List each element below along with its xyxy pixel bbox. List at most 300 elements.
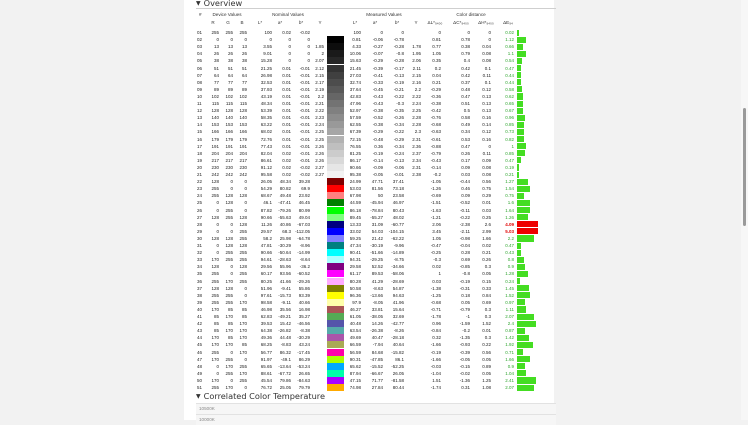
delta-e-bar	[517, 79, 521, 85]
cell-a: 68.3	[282, 228, 291, 234]
color-swatch	[327, 313, 344, 320]
cct-item[interactable]: 10000K	[196, 414, 556, 425]
cell-delta-c: -0.44	[459, 179, 470, 185]
cell-l: 87.82	[260, 207, 272, 213]
cell-l: 51.96	[260, 285, 272, 291]
cell-r: 85	[213, 314, 219, 319]
cell-num: 50	[197, 377, 203, 383]
cct-item[interactable]: 10500K	[196, 403, 556, 414]
cell-measured-a: 81.56	[371, 186, 383, 192]
cell-r: 153	[211, 122, 219, 128]
cell-g: 0	[230, 228, 233, 234]
cell-l: 26.05	[260, 179, 272, 185]
color-swatch	[327, 50, 344, 57]
scrollbar-thumb[interactable]	[743, 108, 746, 226]
cell-a: -28.63	[278, 257, 291, 263]
cell-measured-a: -55.27	[370, 214, 383, 220]
cell-delta-e: 2.07	[505, 314, 514, 319]
cell-a: -79.26	[278, 207, 291, 213]
cell-l: 46.1	[263, 200, 272, 206]
cell-measured-y: 2.28	[412, 115, 421, 121]
cell-measured-a: -13.66	[370, 292, 383, 298]
cell-measured-l: 40.48	[349, 321, 361, 327]
cell-b: 170	[239, 349, 247, 355]
cell-num: 16	[197, 136, 203, 142]
delta-e-bar	[517, 214, 528, 220]
cell-r: 255	[211, 278, 219, 284]
cell-measured-b: 94.63	[392, 292, 404, 298]
cell-delta-e: 0.02	[505, 30, 514, 35]
cell-measured-l: 56.59	[349, 349, 361, 355]
cell-delta-e: 1.27	[505, 179, 514, 185]
cell-a: 0.01	[282, 86, 291, 92]
cell-delta-c: -0.8	[462, 271, 470, 277]
cell-b: 128	[239, 264, 247, 270]
cell-r: 170	[211, 377, 219, 383]
cell-l: 60.17	[260, 271, 272, 277]
cell-measured-l: 67.39	[349, 129, 361, 135]
cell-measured-a: -0.29	[372, 129, 383, 135]
cell-b-star: -0.02	[299, 30, 310, 35]
cell-measured-l: 29.58	[349, 264, 361, 270]
cell-measured-a: -0.41	[372, 72, 383, 78]
cell-delta-c: -0.98	[459, 235, 470, 241]
delta-e-bar	[517, 257, 524, 263]
cell-delta-l: 2.06	[432, 221, 441, 227]
cell-r: 128	[211, 235, 219, 241]
cell-delta-l: 1	[438, 271, 441, 277]
cell-measured-l: 50.58	[349, 285, 361, 291]
cell-r: 255	[211, 385, 219, 390]
cell-g: 85	[227, 321, 233, 327]
color-swatch	[327, 107, 344, 114]
cell-num: 19	[197, 157, 203, 163]
cell-measured-l: 90.31	[349, 356, 361, 362]
cell-y: 2.19	[315, 86, 324, 92]
cell-l: 9.01	[263, 51, 272, 57]
color-swatch	[327, 114, 344, 121]
cell-measured-b: 37.41	[392, 179, 404, 185]
cell-a: 80.82	[279, 186, 291, 192]
cell-delta-l: -0.03	[430, 363, 441, 369]
device-values-header: Device Values	[212, 12, 242, 17]
cell-measured-l: 87.94	[349, 370, 361, 376]
cell-delta-h: 0.3	[484, 264, 491, 270]
col-measured-l: L*	[352, 20, 358, 25]
cell-a: 0.02	[282, 30, 291, 35]
cell-measured-l: 37.64	[349, 86, 361, 92]
cell-measured-b: -0.78	[393, 37, 404, 43]
cell-measured-l: 57.59	[349, 115, 361, 121]
cell-b-star: -0.01	[299, 79, 310, 85]
cell-g: 102	[225, 93, 233, 99]
cell-b: 128	[239, 221, 247, 227]
cell-g: 242	[225, 172, 233, 177]
cell-delta-l: -1.38	[430, 285, 441, 291]
cell-a: 93.56	[279, 271, 291, 277]
color-swatch	[327, 349, 344, 356]
cell-measured-b: 80.43	[392, 207, 404, 213]
cell-delta-c: 0.48	[461, 86, 470, 92]
cell-num: 49	[197, 370, 203, 376]
cell-delta-l: -1.51	[430, 200, 441, 206]
cell-measured-l: 61.17	[349, 271, 361, 277]
cell-r: 230	[211, 164, 219, 170]
cell-delta-l: 1.05	[432, 235, 441, 241]
cell-delta-h: 0.02	[482, 243, 491, 248]
cell-b-star: -0.01	[299, 72, 310, 78]
cell-delta-h: 0.1	[484, 65, 491, 71]
cell-measured-y: 2.24	[412, 101, 421, 106]
cell-delta-c: -0.22	[459, 214, 470, 220]
cell-delta-e: 1.64	[505, 207, 514, 213]
cell-delta-l: -0.71	[430, 306, 441, 312]
cell-measured-l: 52.97	[349, 108, 361, 114]
cell-b: 89	[241, 86, 247, 92]
delta-e-bar	[517, 179, 528, 185]
cell-b-star: -0.01	[299, 101, 310, 106]
cell-delta-h: 0.84	[482, 292, 491, 298]
cell-g: 0	[230, 221, 233, 227]
cell-delta-c: 0.31	[461, 385, 470, 390]
cell-measured-a: -8.63	[372, 285, 383, 291]
color-swatch	[327, 292, 344, 299]
delta-e-bar	[517, 349, 523, 355]
cell-delta-l: -0.38	[430, 101, 441, 106]
cell-num: 22	[197, 179, 203, 185]
cell-measured-y: 2.15	[412, 72, 421, 78]
cell-measured-b: -0.19	[393, 79, 404, 85]
cell-measured-b: -0.24	[393, 150, 404, 156]
color-swatch	[327, 285, 344, 292]
color-swatch	[327, 128, 344, 135]
cell-b: 13	[241, 44, 247, 50]
cell-g: 179	[225, 136, 233, 142]
cell-g: 204	[225, 150, 233, 156]
cell-g: 85	[227, 335, 233, 341]
cell-b-star: -0.01	[299, 129, 310, 135]
cell-b-star: -8.96	[299, 243, 310, 248]
cell-b: 0	[244, 200, 247, 206]
cell-delta-e: 0.44	[505, 72, 514, 78]
cell-measured-l: 80.28	[349, 278, 361, 284]
cell-measured-b: -0.06	[393, 164, 404, 170]
color-swatch	[327, 72, 344, 79]
cell-y: 2.27	[315, 172, 324, 177]
cell-g: 128	[225, 235, 233, 241]
cell-delta-e: 1.42	[505, 335, 514, 341]
cell-measured-a: 54.03	[371, 228, 383, 234]
cell-measured-l: 96.36	[349, 292, 361, 298]
cell-b: 64	[241, 72, 247, 78]
color-swatch	[327, 327, 344, 334]
cell-a: 55.96	[279, 264, 291, 270]
cell-measured-b: -52.25	[391, 363, 404, 369]
cell-y: 2.25	[315, 136, 324, 142]
cell-b: 85	[241, 306, 247, 312]
cell-delta-h: 2.6	[484, 221, 491, 227]
cell-delta-h: 0.01	[482, 200, 491, 206]
cell-delta-e: 1.52	[505, 292, 514, 298]
cell-delta-c: 0.58	[461, 115, 470, 121]
cell-l: 11.26	[261, 221, 272, 227]
cell-delta-e: 1.12	[505, 37, 514, 43]
cell-delta-l: 0.02	[432, 264, 441, 270]
cell-a: 0.02	[282, 150, 291, 156]
cell-delta-l: 0.2	[434, 65, 441, 71]
cell-delta-e: 1.54	[505, 186, 514, 192]
cell-delta-l: 0	[438, 30, 441, 35]
cell-g: 255	[225, 250, 233, 256]
cell-l: 86.61	[260, 157, 272, 163]
cell-delta-l: -0.42	[430, 108, 441, 114]
cell-l: 21.25	[260, 65, 272, 71]
cell-a: -47.41	[278, 200, 291, 206]
cell-delta-l: 0.32	[432, 335, 441, 341]
cell-num: 31	[197, 243, 203, 248]
cell-b: 153	[239, 122, 247, 128]
color-swatch	[327, 228, 344, 235]
cell-delta-l: -0.69	[430, 193, 441, 199]
cell-measured-l: 74.98	[349, 385, 361, 390]
cell-a: -9.11	[281, 299, 291, 305]
cell-measured-a: -0.09	[372, 164, 383, 170]
cell-a: 35.56	[279, 306, 291, 312]
cell-num: 41	[197, 314, 203, 319]
cell-delta-l: -1.66	[430, 342, 441, 348]
cell-y: 2.25	[315, 129, 324, 135]
delta-e-bar	[517, 193, 524, 199]
cell-measured-l: 90.41	[349, 250, 361, 256]
color-swatch	[327, 171, 344, 178]
delta-e-bar	[517, 86, 522, 92]
cell-measured-a: 84.68	[371, 349, 383, 355]
cell-a: -26.82	[278, 328, 291, 334]
cell-measured-a: -0.27	[372, 44, 383, 50]
cell-measured-l: 21.45	[349, 65, 361, 71]
cell-r: 0	[216, 37, 219, 43]
overview-section-header[interactable]: ▼ Overview	[196, 0, 243, 8]
cell-l: 64.38	[260, 328, 272, 334]
cell-delta-l: -1.25	[430, 292, 441, 298]
cell-measured-b: -0.22	[393, 93, 404, 99]
cell-b: 230	[239, 164, 247, 170]
cell-delta-l: -1.21	[430, 214, 441, 220]
cell-a: 0.02	[282, 157, 291, 163]
cell-delta-c: -0.52	[459, 200, 470, 206]
cell-l: 46.98	[260, 306, 272, 312]
color-swatch	[327, 43, 344, 50]
cell-delta-c: -0.79	[459, 306, 470, 312]
cell-delta-c: -0.93	[459, 342, 470, 348]
cell-b: 0	[244, 179, 247, 185]
cell-g: 255	[225, 299, 233, 305]
cell-delta-c: 0.49	[461, 122, 470, 128]
cell-num: 46	[197, 349, 203, 355]
cell-y: 2.15	[315, 72, 324, 78]
cell-measured-y: 2.2	[414, 86, 421, 92]
cell-b: 102	[239, 93, 247, 99]
scrollbar[interactable]	[741, 0, 748, 420]
cell-delta-l: -0.63	[430, 129, 441, 135]
cell-a: 0.01	[282, 72, 291, 78]
cell-delta-h: 0.11	[482, 150, 491, 156]
cell-delta-e: 0.96	[505, 115, 514, 121]
cell-measured-l: 44.59	[349, 200, 361, 206]
cell-l: 62.83	[260, 314, 272, 319]
cell-l: 98.58	[260, 299, 272, 305]
cell-measured-y: 2.25	[412, 108, 421, 114]
cell-delta-h: 0.05	[482, 271, 491, 277]
cell-b-star: 0	[307, 44, 310, 50]
cell-b-star: 26.65	[298, 370, 310, 376]
cell-delta-l: -0.43	[430, 157, 441, 163]
cell-a: 25.98	[279, 235, 291, 241]
cell-b-star: -0.01	[299, 93, 310, 99]
cell-b-star: -46.56	[297, 321, 310, 327]
cell-delta-h: 0.12	[482, 129, 491, 135]
cell-b: 0	[244, 207, 247, 213]
cell-b-star: -60.52	[297, 271, 310, 277]
cell-measured-b: 32.69	[392, 314, 404, 319]
cell-measured-a: -0.06	[372, 37, 383, 43]
cell-delta-h: 1.25	[482, 377, 491, 383]
cell-delta-e: 0.85	[505, 150, 514, 156]
col-measured-a: a*	[372, 20, 378, 25]
color-swatch	[327, 214, 344, 221]
color-swatch	[327, 278, 344, 285]
color-swatch	[327, 157, 344, 164]
cell-num: 11	[197, 101, 202, 106]
col-delta-h: ΔH*₉₄₀₀	[478, 20, 494, 25]
cell-delta-e: 1.66	[505, 356, 514, 362]
cell-g: 255	[225, 292, 233, 298]
cell-b: 255	[239, 278, 247, 284]
cell-l: 0	[269, 37, 272, 43]
color-swatch	[327, 249, 344, 256]
cell-delta-e: 0.44	[505, 79, 514, 85]
color-swatch	[327, 334, 344, 341]
cell-b-star: -29.26	[297, 278, 310, 284]
delta-e-bar	[517, 122, 524, 128]
cell-b: 85	[241, 314, 247, 319]
cell-delta-c: 0.47	[461, 143, 470, 149]
cell-l: 65.65	[260, 363, 272, 369]
cell-b-star: 39.28	[298, 179, 310, 185]
cell-delta-h: 0.26	[482, 257, 491, 263]
cell-a: 0.02	[282, 172, 291, 177]
cell-delta-e: 0.85	[505, 122, 514, 128]
cell-b: 77	[241, 79, 247, 85]
cell-delta-c: 0.69	[461, 257, 470, 263]
cell-l: 37.93	[260, 86, 272, 92]
cell-delta-e: 0.75	[505, 193, 514, 199]
cell-y: 2.22	[315, 108, 324, 114]
col-delta-e: ΔE₉₄	[503, 20, 513, 25]
cell-g: 38	[227, 58, 233, 64]
cell-num: 34	[197, 264, 203, 270]
color-swatch	[327, 143, 344, 150]
cell-b-star: 79.79	[298, 385, 310, 390]
cell-delta-l: -0.14	[430, 164, 441, 170]
cell-delta-e: 2.4	[507, 321, 514, 327]
cell-b: 0	[244, 292, 247, 298]
cell-r: 13	[213, 44, 219, 50]
cell-measured-b: -28.69	[391, 278, 404, 284]
cell-measured-l: 67.98	[349, 193, 361, 199]
cell-r: 255	[211, 349, 219, 355]
cell-delta-h: 1.52	[482, 321, 491, 327]
cell-delta-h: 0.3	[484, 314, 491, 319]
cell-delta-e: 0.73	[505, 129, 514, 135]
col-a: a*	[277, 20, 283, 25]
cct-section-header[interactable]: ▼ Correlated Color Temperature	[196, 391, 325, 401]
cell-r: 204	[211, 150, 219, 156]
cell-measured-a: -30.19	[370, 243, 383, 248]
cell-measured-y: 2.22	[412, 93, 421, 99]
chevron-down-icon: ▼	[196, 393, 201, 400]
cell-measured-l: 47.34	[349, 243, 361, 248]
cell-delta-h: 0.75	[482, 186, 491, 192]
cell-a: -30.29	[278, 243, 291, 248]
delta-e-bar	[517, 264, 525, 270]
cell-measured-l: 15.63	[349, 58, 361, 64]
cell-r: 128	[211, 108, 219, 114]
cell-delta-l: 3.45	[432, 228, 441, 234]
cell-r: 85	[213, 321, 219, 327]
cell-delta-c: 0.42	[461, 72, 470, 78]
cell-g: 230	[225, 164, 233, 170]
cell-a: 0	[288, 44, 291, 50]
cell-delta-l: -1.78	[430, 314, 441, 319]
delta-e-bar	[517, 363, 525, 369]
cell-b-star: -8.38	[299, 328, 310, 334]
cell-y: 2.26	[315, 157, 324, 163]
cell-r: 217	[211, 157, 219, 163]
cell-l: 48.34	[260, 101, 272, 106]
cell-r: 191	[211, 143, 219, 149]
cell-measured-a: 14.26	[371, 321, 383, 327]
cell-g: 77	[227, 79, 233, 85]
delta-e-bar	[517, 321, 536, 327]
cell-measured-y: 1.78	[412, 44, 421, 50]
cell-delta-c: -0.04	[459, 243, 470, 248]
cell-delta-l: -0.84	[430, 328, 441, 334]
cell-a: 0.01	[282, 129, 291, 135]
cell-b-star: -0.01	[299, 150, 310, 156]
color-swatch	[327, 185, 344, 192]
cell-b-star: -67.03	[297, 221, 310, 227]
cell-delta-e: 0.62	[505, 93, 514, 99]
cell-a: -50.64	[278, 250, 291, 256]
cell-num: 15	[197, 129, 203, 135]
cell-a: -8.83	[280, 342, 291, 348]
cell-delta-e: 0.24	[505, 278, 514, 284]
cell-g: 51	[227, 65, 233, 71]
cell-measured-a: -0.48	[372, 136, 383, 142]
cell-delta-l: -1.74	[430, 385, 441, 390]
cell-num: 23	[197, 186, 203, 192]
delta-e-bar	[517, 314, 534, 320]
cell-measured-l: 89.45	[349, 214, 361, 220]
cell-a: 86.32	[279, 349, 291, 355]
cell-y: 1.85	[315, 44, 324, 50]
cell-g: 170	[225, 385, 233, 390]
cell-g: 26	[227, 51, 233, 57]
cell-measured-a: 52.52	[371, 264, 383, 270]
cell-delta-c: 0.03	[461, 172, 470, 177]
cell-delta-h: 0	[488, 30, 491, 35]
